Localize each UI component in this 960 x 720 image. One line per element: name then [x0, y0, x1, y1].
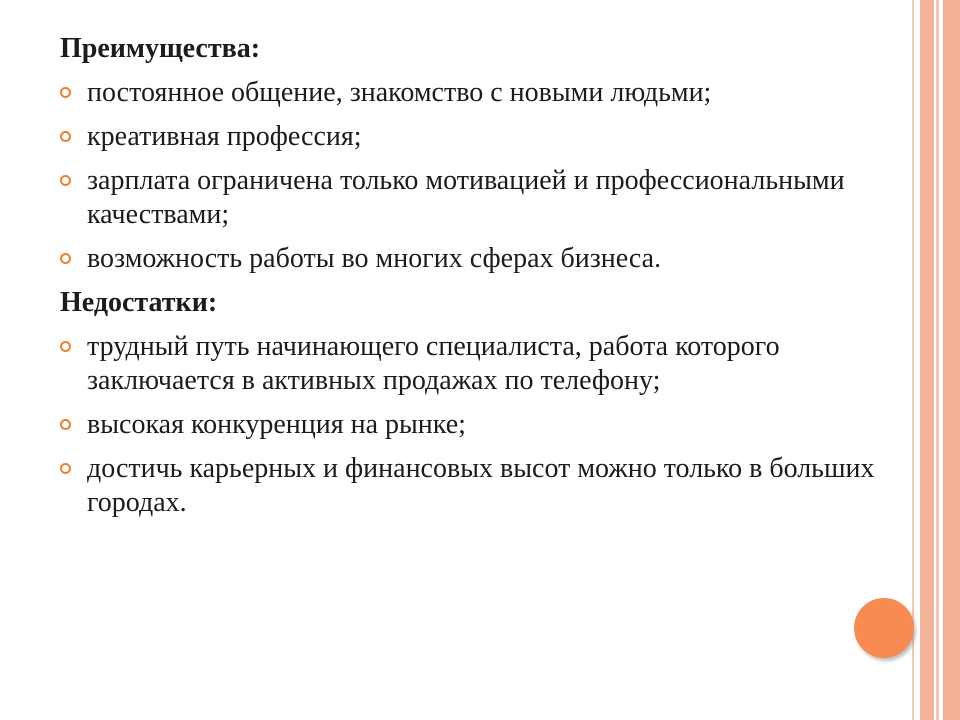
list-item-text: возможность работы во многих сферах бизнеса. — [87, 243, 662, 274]
list-item — [60, 452, 900, 520]
bullet-circle-icon — [60, 253, 71, 264]
disadvantages-heading: Недостатки: — [60, 287, 218, 318]
list-item — [60, 242, 900, 276]
bullet-circle-icon — [60, 463, 71, 474]
stripe — [920, 0, 934, 720]
orange-circle-decoration — [854, 598, 914, 658]
bullet-circle-icon — [60, 341, 71, 352]
list-item-text: зарплата ограничена только мотивацией и профессиональными качествами; — [87, 165, 845, 230]
decorative-stripes — [912, 0, 960, 720]
stripe — [936, 0, 939, 720]
list-item — [60, 120, 900, 154]
slide-content — [60, 32, 900, 530]
list-item-text: высокая конкуренция на рынке; — [87, 409, 466, 440]
disadvantages-section — [60, 286, 900, 520]
advantages-section — [60, 32, 900, 276]
list-item-text: постоянное общение, знакомство с новыми людьми; — [87, 77, 712, 108]
list-item — [60, 330, 900, 398]
bullet-circle-icon — [60, 419, 71, 430]
bullet-circle-icon — [60, 87, 71, 98]
list-item — [60, 76, 900, 110]
list-item — [60, 164, 900, 232]
stripe — [912, 0, 914, 720]
disadvantages-list — [60, 330, 900, 520]
list-item-text: трудный путь начинающего специалиста, работа которого заключается в активных продажах по телефону; — [87, 331, 780, 396]
advantages-heading: Преимущества: — [60, 33, 261, 64]
stripe — [943, 0, 960, 720]
list-item-text: достичь карьерных и финансовых высот можно только в больших городах. — [87, 453, 875, 518]
bullet-circle-icon — [60, 175, 71, 186]
bullet-circle-icon — [60, 131, 71, 142]
list-item-text: креативная профессия; — [87, 121, 362, 152]
list-item — [60, 408, 900, 442]
advantages-list — [60, 76, 900, 276]
